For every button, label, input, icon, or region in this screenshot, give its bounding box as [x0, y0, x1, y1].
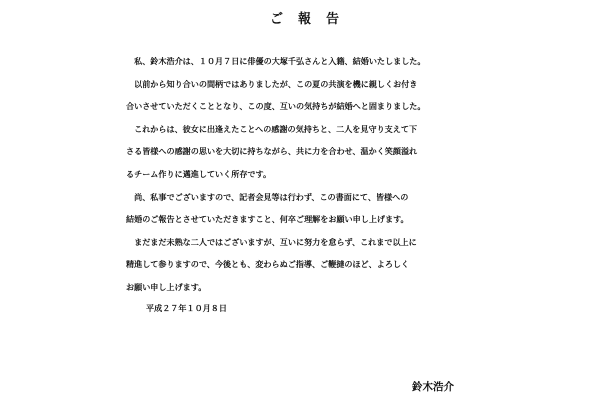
document-body	[126, 50, 490, 299]
body-line: 合いさせていただくこととなり、この度、互いの気持ちが結婚へと固まりました。	[126, 101, 426, 112]
document-title: ご 報 告	[269, 12, 340, 27]
body-line: まだまだ未熟な二人ではございますが、互いに努力を怠らず、これまで以上に	[126, 236, 417, 247]
body-line: るチーム作りに邁進していく所存です。	[126, 168, 272, 179]
body-line: お願い申し上げます。	[126, 281, 207, 292]
signature: 鈴木浩介	[412, 381, 454, 393]
body-line: これからは、彼女に出逢えたことへの感謝の気持ちと、二人を見守り支えて下	[126, 123, 418, 134]
body-line: 精進して参りますので、今後とも、変わらぬご指導、ご鞭撻のほど、よろしく	[126, 259, 410, 270]
body-line: 尚、私事でございますので、記者会見等は行わず、この書面にて、皆様への	[126, 191, 409, 202]
body-line: さる皆様への感謝の思いを大切に持ちながら、共に力を合わせ、温かく笑顔溢れ	[126, 146, 418, 157]
body-line: 結婚のご報告とさせていただきますこと、何卒ご理解をお願い申し上げます。	[126, 214, 409, 225]
body-line: 私、鈴木浩介は、１０月７日に俳優の大塚千弘さんと入籍、結婚いたしました。	[126, 56, 426, 66]
body-line: 以前から知り合いの間柄ではありましたが、この夏の共演を機に親しくお付き	[126, 78, 418, 89]
document-date: 平成２７年１０月８日	[146, 303, 227, 313]
